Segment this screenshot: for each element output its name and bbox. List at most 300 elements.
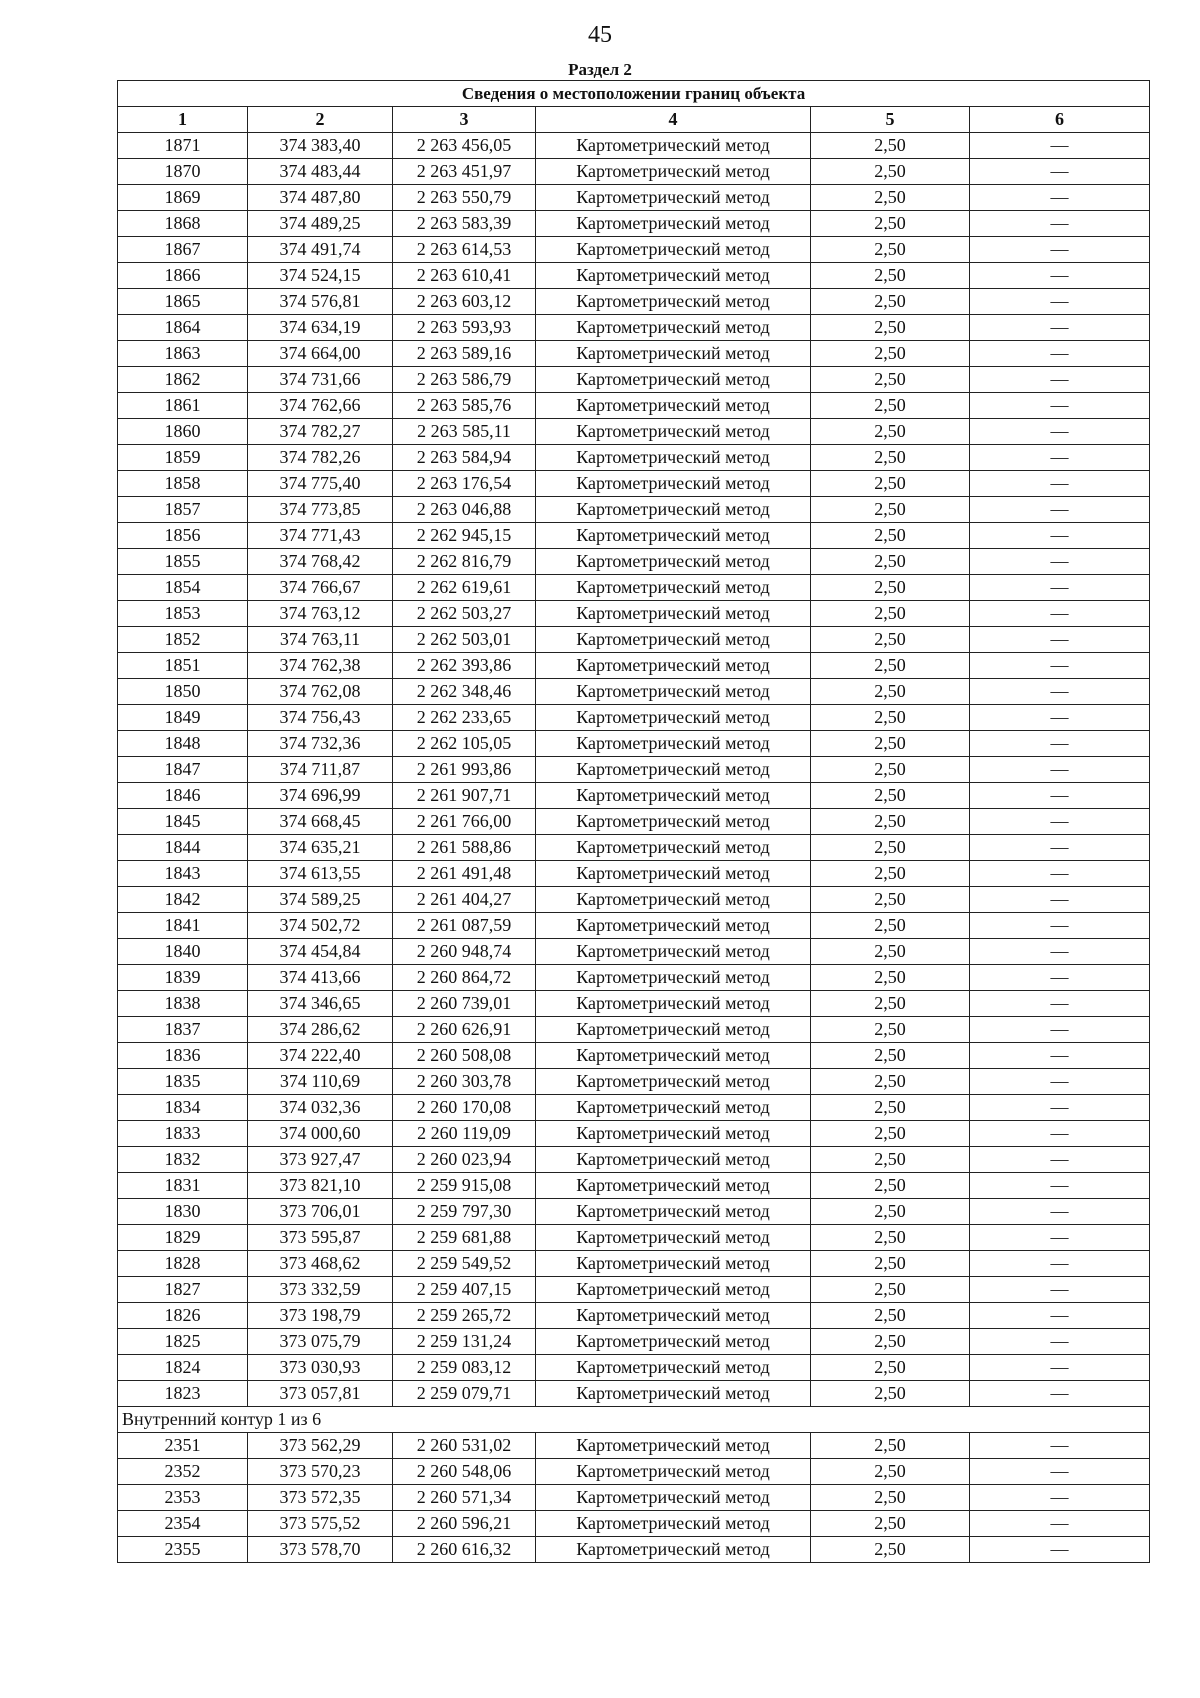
precision-cell: 2,50 bbox=[811, 211, 970, 237]
precision-cell: 2,50 bbox=[811, 1329, 970, 1355]
description-cell: — bbox=[970, 1173, 1150, 1199]
point-number-cell: 1843 bbox=[118, 861, 248, 887]
table-row bbox=[118, 1329, 1150, 1355]
precision-cell: 2,50 bbox=[811, 1173, 970, 1199]
point-number-cell: 1836 bbox=[118, 1043, 248, 1069]
column-header-1: 1 bbox=[118, 107, 248, 133]
table-row bbox=[118, 991, 1150, 1017]
point-number-cell: 1858 bbox=[118, 471, 248, 497]
y-coordinate-cell: 2 261 491,48 bbox=[393, 861, 536, 887]
description-cell: — bbox=[970, 393, 1150, 419]
method-cell: Картометрический метод bbox=[536, 419, 811, 445]
precision-cell: 2,50 bbox=[811, 627, 970, 653]
table-row bbox=[118, 237, 1150, 263]
description-cell: — bbox=[970, 159, 1150, 185]
point-number-cell: 1829 bbox=[118, 1225, 248, 1251]
x-coordinate-cell: 374 763,11 bbox=[248, 627, 393, 653]
method-cell: Картометрический метод bbox=[536, 939, 811, 965]
precision-cell: 2,50 bbox=[811, 1095, 970, 1121]
x-coordinate-cell: 374 222,40 bbox=[248, 1043, 393, 1069]
method-cell: Картометрический метод bbox=[536, 1355, 811, 1381]
table-row bbox=[118, 1043, 1150, 1069]
precision-cell: 2,50 bbox=[811, 523, 970, 549]
y-coordinate-cell: 2 259 797,30 bbox=[393, 1199, 536, 1225]
method-cell: Картометрический метод bbox=[536, 1017, 811, 1043]
description-cell: — bbox=[970, 289, 1150, 315]
method-cell: Картометрический метод bbox=[536, 237, 811, 263]
method-cell: Картометрический метод bbox=[536, 211, 811, 237]
description-cell: — bbox=[970, 1251, 1150, 1277]
description-cell: — bbox=[970, 1225, 1150, 1251]
y-coordinate-cell: 2 263 614,53 bbox=[393, 237, 536, 263]
description-cell: — bbox=[970, 835, 1150, 861]
x-coordinate-cell: 373 075,79 bbox=[248, 1329, 393, 1355]
description-cell: — bbox=[970, 1355, 1150, 1381]
x-coordinate-cell: 374 589,25 bbox=[248, 887, 393, 913]
x-coordinate-cell: 374 483,44 bbox=[248, 159, 393, 185]
point-number-cell: 1867 bbox=[118, 237, 248, 263]
point-number-cell: 1861 bbox=[118, 393, 248, 419]
column-header-4: 4 bbox=[536, 107, 811, 133]
description-cell: — bbox=[970, 1485, 1150, 1511]
x-coordinate-cell: 374 732,36 bbox=[248, 731, 393, 757]
description-cell: — bbox=[970, 783, 1150, 809]
method-cell: Картометрический метод bbox=[536, 601, 811, 627]
table-row bbox=[118, 679, 1150, 705]
point-number-cell: 1824 bbox=[118, 1355, 248, 1381]
method-cell: Картометрический метод bbox=[536, 835, 811, 861]
x-coordinate-cell: 374 489,25 bbox=[248, 211, 393, 237]
precision-cell: 2,50 bbox=[811, 809, 970, 835]
method-cell: Картометрический метод bbox=[536, 991, 811, 1017]
y-coordinate-cell: 2 263 550,79 bbox=[393, 185, 536, 211]
x-coordinate-cell: 374 756,43 bbox=[248, 705, 393, 731]
table-row bbox=[118, 783, 1150, 809]
y-coordinate-cell: 2 259 131,24 bbox=[393, 1329, 536, 1355]
table-row bbox=[118, 393, 1150, 419]
method-cell: Картометрический метод bbox=[536, 1251, 811, 1277]
x-coordinate-cell: 373 595,87 bbox=[248, 1225, 393, 1251]
point-number-cell: 1870 bbox=[118, 159, 248, 185]
method-cell: Картометрический метод bbox=[536, 679, 811, 705]
x-coordinate-cell: 374 502,72 bbox=[248, 913, 393, 939]
x-coordinate-cell: 374 487,80 bbox=[248, 185, 393, 211]
table-row bbox=[118, 653, 1150, 679]
precision-cell: 2,50 bbox=[811, 575, 970, 601]
precision-cell: 2,50 bbox=[811, 1355, 970, 1381]
y-coordinate-cell: 2 260 023,94 bbox=[393, 1147, 536, 1173]
x-coordinate-cell: 374 775,40 bbox=[248, 471, 393, 497]
description-cell: — bbox=[970, 1433, 1150, 1459]
column-header-5: 5 bbox=[811, 107, 970, 133]
y-coordinate-cell: 2 261 993,86 bbox=[393, 757, 536, 783]
y-coordinate-cell: 2 263 451,97 bbox=[393, 159, 536, 185]
y-coordinate-cell: 2 261 766,00 bbox=[393, 809, 536, 835]
x-coordinate-cell: 374 782,26 bbox=[248, 445, 393, 471]
table-row bbox=[118, 757, 1150, 783]
table-row bbox=[118, 913, 1150, 939]
x-coordinate-cell: 373 198,79 bbox=[248, 1303, 393, 1329]
description-cell: — bbox=[970, 1303, 1150, 1329]
point-number-cell: 1856 bbox=[118, 523, 248, 549]
point-number-cell: 1840 bbox=[118, 939, 248, 965]
point-number-cell: 1838 bbox=[118, 991, 248, 1017]
description-cell: — bbox=[970, 887, 1150, 913]
table-row bbox=[118, 627, 1150, 653]
y-coordinate-cell: 2 262 348,46 bbox=[393, 679, 536, 705]
point-number-cell: 1850 bbox=[118, 679, 248, 705]
point-number-cell: 1841 bbox=[118, 913, 248, 939]
y-coordinate-cell: 2 260 531,02 bbox=[393, 1433, 536, 1459]
precision-cell: 2,50 bbox=[811, 913, 970, 939]
method-cell: Картометрический метод bbox=[536, 1329, 811, 1355]
method-cell: Картометрический метод bbox=[536, 133, 811, 159]
x-coordinate-cell: 374 032,36 bbox=[248, 1095, 393, 1121]
x-coordinate-cell: 374 634,19 bbox=[248, 315, 393, 341]
point-number-cell: 1853 bbox=[118, 601, 248, 627]
x-coordinate-cell: 373 575,52 bbox=[248, 1511, 393, 1537]
y-coordinate-cell: 2 263 593,93 bbox=[393, 315, 536, 341]
y-coordinate-cell: 2 261 087,59 bbox=[393, 913, 536, 939]
method-cell: Картометрический метод bbox=[536, 965, 811, 991]
y-coordinate-cell: 2 260 119,09 bbox=[393, 1121, 536, 1147]
point-number-cell: 1862 bbox=[118, 367, 248, 393]
table-row bbox=[118, 1017, 1150, 1043]
table-row bbox=[118, 1355, 1150, 1381]
table-row bbox=[118, 289, 1150, 315]
description-cell: — bbox=[970, 367, 1150, 393]
method-cell: Картометрический метод bbox=[536, 367, 811, 393]
x-coordinate-cell: 373 332,59 bbox=[248, 1277, 393, 1303]
point-number-cell: 1833 bbox=[118, 1121, 248, 1147]
precision-cell: 2,50 bbox=[811, 1537, 970, 1563]
precision-cell: 2,50 bbox=[811, 159, 970, 185]
y-coordinate-cell: 2 263 456,05 bbox=[393, 133, 536, 159]
column-header-3: 3 bbox=[393, 107, 536, 133]
y-coordinate-cell: 2 259 407,15 bbox=[393, 1277, 536, 1303]
precision-cell: 2,50 bbox=[811, 289, 970, 315]
method-cell: Картометрический метод bbox=[536, 1511, 811, 1537]
method-cell: Картометрический метод bbox=[536, 1303, 811, 1329]
description-cell: — bbox=[970, 731, 1150, 757]
x-coordinate-cell: 374 613,55 bbox=[248, 861, 393, 887]
y-coordinate-cell: 2 260 864,72 bbox=[393, 965, 536, 991]
x-coordinate-cell: 374 768,42 bbox=[248, 549, 393, 575]
x-coordinate-cell: 374 696,99 bbox=[248, 783, 393, 809]
y-coordinate-cell: 2 261 588,86 bbox=[393, 835, 536, 861]
method-cell: Картометрический метод bbox=[536, 627, 811, 653]
description-cell: — bbox=[970, 1199, 1150, 1225]
column-header-row bbox=[118, 107, 1150, 133]
point-number-cell: 1859 bbox=[118, 445, 248, 471]
x-coordinate-cell: 374 782,27 bbox=[248, 419, 393, 445]
x-coordinate-cell: 374 762,08 bbox=[248, 679, 393, 705]
description-cell: — bbox=[970, 627, 1150, 653]
table-row bbox=[118, 1147, 1150, 1173]
precision-cell: 2,50 bbox=[811, 1199, 970, 1225]
method-cell: Картометрический метод bbox=[536, 575, 811, 601]
table-caption-row bbox=[118, 81, 1150, 107]
description-cell: — bbox=[970, 939, 1150, 965]
method-cell: Картометрический метод bbox=[536, 445, 811, 471]
description-cell: — bbox=[970, 601, 1150, 627]
x-coordinate-cell: 373 706,01 bbox=[248, 1199, 393, 1225]
y-coordinate-cell: 2 262 503,27 bbox=[393, 601, 536, 627]
description-cell: — bbox=[970, 1043, 1150, 1069]
y-coordinate-cell: 2 260 571,34 bbox=[393, 1485, 536, 1511]
x-coordinate-cell: 373 578,70 bbox=[248, 1537, 393, 1563]
method-cell: Картометрический метод bbox=[536, 861, 811, 887]
point-number-cell: 2354 bbox=[118, 1511, 248, 1537]
y-coordinate-cell: 2 262 393,86 bbox=[393, 653, 536, 679]
column-header-6: 6 bbox=[970, 107, 1150, 133]
point-number-cell: 2351 bbox=[118, 1433, 248, 1459]
y-coordinate-cell: 2 259 083,12 bbox=[393, 1355, 536, 1381]
x-coordinate-cell: 374 383,40 bbox=[248, 133, 393, 159]
point-number-cell: 2352 bbox=[118, 1459, 248, 1485]
method-cell: Картометрический метод bbox=[536, 1537, 811, 1563]
table-row bbox=[118, 835, 1150, 861]
point-number-cell: 1854 bbox=[118, 575, 248, 601]
y-coordinate-cell: 2 261 907,71 bbox=[393, 783, 536, 809]
y-coordinate-cell: 2 260 303,78 bbox=[393, 1069, 536, 1095]
precision-cell: 2,50 bbox=[811, 445, 970, 471]
method-cell: Картометрический метод bbox=[536, 1225, 811, 1251]
description-cell: — bbox=[970, 1121, 1150, 1147]
point-number-cell: 1865 bbox=[118, 289, 248, 315]
precision-cell: 2,50 bbox=[811, 705, 970, 731]
point-number-cell: 1855 bbox=[118, 549, 248, 575]
x-coordinate-cell: 374 346,65 bbox=[248, 991, 393, 1017]
y-coordinate-cell: 2 263 585,76 bbox=[393, 393, 536, 419]
method-cell: Картометрический метод bbox=[536, 263, 811, 289]
y-coordinate-cell: 2 259 681,88 bbox=[393, 1225, 536, 1251]
method-cell: Картометрический метод bbox=[536, 913, 811, 939]
method-cell: Картометрический метод bbox=[536, 1381, 811, 1407]
description-cell: — bbox=[970, 341, 1150, 367]
point-number-cell: 1828 bbox=[118, 1251, 248, 1277]
point-number-cell: 1864 bbox=[118, 315, 248, 341]
method-cell: Картометрический метод bbox=[536, 1147, 811, 1173]
precision-cell: 2,50 bbox=[811, 471, 970, 497]
x-coordinate-cell: 373 468,62 bbox=[248, 1251, 393, 1277]
method-cell: Картометрический метод bbox=[536, 549, 811, 575]
method-cell: Картометрический метод bbox=[536, 523, 811, 549]
table-row bbox=[118, 809, 1150, 835]
boundary-table bbox=[117, 80, 1150, 1563]
table-row bbox=[118, 887, 1150, 913]
y-coordinate-cell: 2 263 583,39 bbox=[393, 211, 536, 237]
precision-cell: 2,50 bbox=[811, 549, 970, 575]
method-cell: Картометрический метод bbox=[536, 705, 811, 731]
y-coordinate-cell: 2 262 945,15 bbox=[393, 523, 536, 549]
point-number-cell: 1851 bbox=[118, 653, 248, 679]
precision-cell: 2,50 bbox=[811, 497, 970, 523]
x-coordinate-cell: 374 454,84 bbox=[248, 939, 393, 965]
description-cell: — bbox=[970, 549, 1150, 575]
table-row bbox=[118, 861, 1150, 887]
method-cell: Картометрический метод bbox=[536, 1095, 811, 1121]
precision-cell: 2,50 bbox=[811, 237, 970, 263]
point-number-cell: 1868 bbox=[118, 211, 248, 237]
x-coordinate-cell: 374 664,00 bbox=[248, 341, 393, 367]
x-coordinate-cell: 373 572,35 bbox=[248, 1485, 393, 1511]
table-row bbox=[118, 1303, 1150, 1329]
precision-cell: 2,50 bbox=[811, 367, 970, 393]
method-cell: Картометрический метод bbox=[536, 185, 811, 211]
x-coordinate-cell: 374 773,85 bbox=[248, 497, 393, 523]
description-cell: — bbox=[970, 705, 1150, 731]
method-cell: Картометрический метод bbox=[536, 1121, 811, 1147]
y-coordinate-cell: 2 260 548,06 bbox=[393, 1459, 536, 1485]
table-row bbox=[118, 1511, 1150, 1537]
table-row bbox=[118, 601, 1150, 627]
x-coordinate-cell: 374 763,12 bbox=[248, 601, 393, 627]
point-number-cell: 1871 bbox=[118, 133, 248, 159]
description-cell: — bbox=[970, 523, 1150, 549]
x-coordinate-cell: 374 000,60 bbox=[248, 1121, 393, 1147]
precision-cell: 2,50 bbox=[811, 965, 970, 991]
table-row bbox=[118, 1095, 1150, 1121]
precision-cell: 2,50 bbox=[811, 185, 970, 211]
description-cell: — bbox=[970, 1329, 1150, 1355]
point-number-cell: 1834 bbox=[118, 1095, 248, 1121]
table-row bbox=[118, 341, 1150, 367]
description-cell: — bbox=[970, 1277, 1150, 1303]
x-coordinate-cell: 373 821,10 bbox=[248, 1173, 393, 1199]
method-cell: Картометрический метод bbox=[536, 393, 811, 419]
description-cell: — bbox=[970, 861, 1150, 887]
description-cell: — bbox=[970, 809, 1150, 835]
method-cell: Картометрический метод bbox=[536, 757, 811, 783]
description-cell: — bbox=[970, 1017, 1150, 1043]
x-coordinate-cell: 374 491,74 bbox=[248, 237, 393, 263]
precision-cell: 2,50 bbox=[811, 991, 970, 1017]
description-cell: — bbox=[970, 1147, 1150, 1173]
x-coordinate-cell: 374 668,45 bbox=[248, 809, 393, 835]
table-row bbox=[118, 367, 1150, 393]
y-coordinate-cell: 2 263 584,94 bbox=[393, 445, 536, 471]
table-row bbox=[118, 1225, 1150, 1251]
table-row bbox=[118, 159, 1150, 185]
description-cell: — bbox=[970, 653, 1150, 679]
precision-cell: 2,50 bbox=[811, 1017, 970, 1043]
point-number-cell: 2355 bbox=[118, 1537, 248, 1563]
x-coordinate-cell: 374 731,66 bbox=[248, 367, 393, 393]
point-number-cell: 1869 bbox=[118, 185, 248, 211]
y-coordinate-cell: 2 262 816,79 bbox=[393, 549, 536, 575]
y-coordinate-cell: 2 263 610,41 bbox=[393, 263, 536, 289]
y-coordinate-cell: 2 263 589,16 bbox=[393, 341, 536, 367]
y-coordinate-cell: 2 260 596,21 bbox=[393, 1511, 536, 1537]
precision-cell: 2,50 bbox=[811, 1225, 970, 1251]
precision-cell: 2,50 bbox=[811, 757, 970, 783]
precision-cell: 2,50 bbox=[811, 1381, 970, 1407]
inner-contour-label: Внутренний контур 1 из 6 bbox=[118, 1407, 1150, 1433]
table-row bbox=[118, 1199, 1150, 1225]
y-coordinate-cell: 2 263 176,54 bbox=[393, 471, 536, 497]
precision-cell: 2,50 bbox=[811, 1485, 970, 1511]
point-number-cell: 1857 bbox=[118, 497, 248, 523]
y-coordinate-cell: 2 259 915,08 bbox=[393, 1173, 536, 1199]
y-coordinate-cell: 2 259 079,71 bbox=[393, 1381, 536, 1407]
precision-cell: 2,50 bbox=[811, 1069, 970, 1095]
x-coordinate-cell: 373 057,81 bbox=[248, 1381, 393, 1407]
x-coordinate-cell: 374 711,87 bbox=[248, 757, 393, 783]
description-cell: — bbox=[970, 1537, 1150, 1563]
point-number-cell: 1852 bbox=[118, 627, 248, 653]
method-cell: Картометрический метод bbox=[536, 731, 811, 757]
y-coordinate-cell: 2 263 585,11 bbox=[393, 419, 536, 445]
method-cell: Картометрический метод bbox=[536, 1433, 811, 1459]
precision-cell: 2,50 bbox=[811, 419, 970, 445]
point-number-cell: 1846 bbox=[118, 783, 248, 809]
method-cell: Картометрический метод bbox=[536, 159, 811, 185]
precision-cell: 2,50 bbox=[811, 1277, 970, 1303]
page-number: 45 bbox=[588, 22, 612, 48]
description-cell: — bbox=[970, 133, 1150, 159]
precision-cell: 2,50 bbox=[811, 263, 970, 289]
point-number-cell: 1827 bbox=[118, 1277, 248, 1303]
precision-cell: 2,50 bbox=[811, 783, 970, 809]
table-row bbox=[118, 185, 1150, 211]
method-cell: Картометрический метод bbox=[536, 1277, 811, 1303]
y-coordinate-cell: 2 262 619,61 bbox=[393, 575, 536, 601]
method-cell: Картометрический метод bbox=[536, 1199, 811, 1225]
method-cell: Картометрический метод bbox=[536, 1069, 811, 1095]
method-cell: Картометрический метод bbox=[536, 1485, 811, 1511]
point-number-cell: 1863 bbox=[118, 341, 248, 367]
precision-cell: 2,50 bbox=[811, 731, 970, 757]
y-coordinate-cell: 2 260 626,91 bbox=[393, 1017, 536, 1043]
description-cell: — bbox=[970, 965, 1150, 991]
description-cell: — bbox=[970, 315, 1150, 341]
y-coordinate-cell: 2 259 265,72 bbox=[393, 1303, 536, 1329]
method-cell: Картометрический метод bbox=[536, 653, 811, 679]
x-coordinate-cell: 374 110,69 bbox=[248, 1069, 393, 1095]
method-cell: Картометрический метод bbox=[536, 809, 811, 835]
method-cell: Картометрический метод bbox=[536, 1459, 811, 1485]
precision-cell: 2,50 bbox=[811, 939, 970, 965]
x-coordinate-cell: 374 762,66 bbox=[248, 393, 393, 419]
point-number-cell: 1860 bbox=[118, 419, 248, 445]
method-cell: Картометрический метод bbox=[536, 887, 811, 913]
x-coordinate-cell: 374 576,81 bbox=[248, 289, 393, 315]
precision-cell: 2,50 bbox=[811, 1511, 970, 1537]
x-coordinate-cell: 373 030,93 bbox=[248, 1355, 393, 1381]
table-row bbox=[118, 965, 1150, 991]
precision-cell: 2,50 bbox=[811, 315, 970, 341]
precision-cell: 2,50 bbox=[811, 601, 970, 627]
y-coordinate-cell: 2 260 739,01 bbox=[393, 991, 536, 1017]
description-cell: — bbox=[970, 1069, 1150, 1095]
y-coordinate-cell: 2 263 586,79 bbox=[393, 367, 536, 393]
precision-cell: 2,50 bbox=[811, 835, 970, 861]
x-coordinate-cell: 374 766,67 bbox=[248, 575, 393, 601]
y-coordinate-cell: 2 260 948,74 bbox=[393, 939, 536, 965]
precision-cell: 2,50 bbox=[811, 341, 970, 367]
table-row bbox=[118, 549, 1150, 575]
inner-contour-row bbox=[118, 1407, 1150, 1433]
table-row bbox=[118, 133, 1150, 159]
point-number-cell: 1830 bbox=[118, 1199, 248, 1225]
description-cell: — bbox=[970, 185, 1150, 211]
description-cell: — bbox=[970, 679, 1150, 705]
table-row bbox=[118, 939, 1150, 965]
table-row bbox=[118, 1485, 1150, 1511]
description-cell: — bbox=[970, 1381, 1150, 1407]
precision-cell: 2,50 bbox=[811, 1251, 970, 1277]
